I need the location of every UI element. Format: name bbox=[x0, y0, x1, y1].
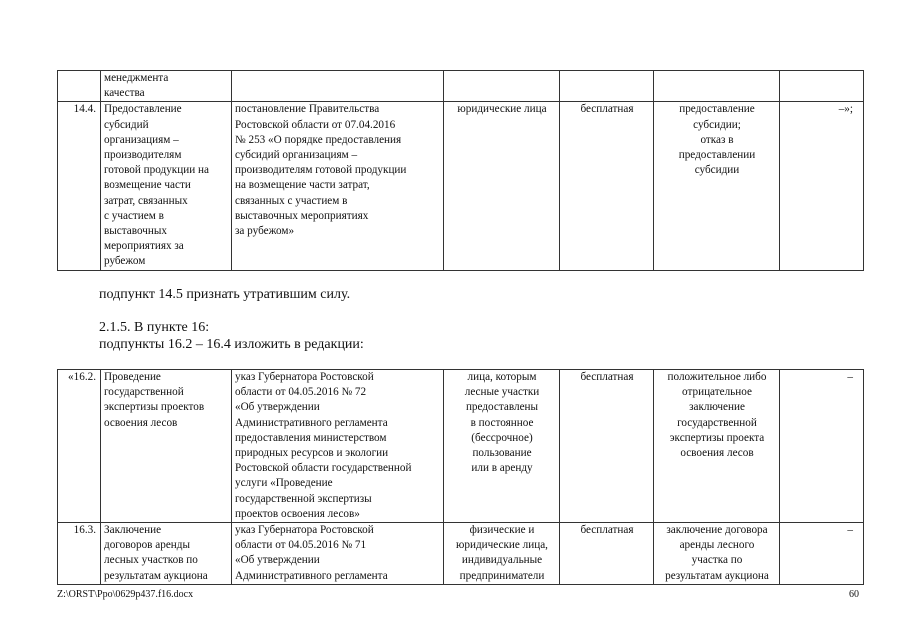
note: – bbox=[780, 523, 864, 585]
recipients: физические и юридические лица, индивидуальные предприниматели bbox=[444, 523, 560, 585]
result: предоставление субсидии; отказ в предоставлении субсидии bbox=[654, 102, 780, 270]
row-number bbox=[58, 71, 101, 102]
row-number: 16.3. bbox=[58, 523, 101, 585]
paragraph-item-heading: 2.1.5. В пункте 16: bbox=[99, 320, 210, 335]
table-row bbox=[58, 102, 864, 270]
fee: бесплатная bbox=[560, 523, 654, 585]
note: – bbox=[780, 370, 864, 523]
legal-act: указ Губернатора Ростовской области от 04.05.2016 № 71 «Об утверждении Административного регламента bbox=[232, 523, 444, 585]
services-table-new-edition bbox=[57, 369, 864, 585]
footer-file-path: Z:\ORST\Ppo\0629p437.f16.docx bbox=[57, 589, 194, 600]
row-number: «16.2. bbox=[58, 370, 101, 523]
result: положительное либо отрицательное заключение государственной экспертизы проекта освоения лесов bbox=[654, 370, 780, 523]
result: заключение договора аренды лесного участка по результатам аукциона bbox=[654, 523, 780, 585]
note bbox=[780, 71, 864, 102]
table-row bbox=[58, 523, 864, 585]
legal-act: указ Губернатора Ростовской области от 04.05.2016 № 72 «Об утверждении Административного регламента предоставления министерством природных ресурсов и экологии Ростовской области государственной услуги «Проведение государственной экспертизы проектов освоения лесов» bbox=[232, 370, 444, 523]
recipients bbox=[444, 71, 560, 102]
fee bbox=[560, 71, 654, 102]
legal-act: постановление Правительства Ростовской области от 07.04.2016 № 253 «О порядке предоставления субсидий организациям – производителям готовой продукции на возмещение части затрат, связанных с участием в выставочных мероприятиях за рубежом» bbox=[232, 102, 444, 270]
service-name: Заключение договоров аренды лесных участков по результатам аукциона bbox=[101, 523, 232, 585]
services-table-continued bbox=[57, 70, 864, 271]
service-name: Проведение государственной экспертизы проектов освоения лесов bbox=[101, 370, 232, 523]
fee: бесплатная bbox=[560, 370, 654, 523]
paragraph-repeal: подпункт 14.5 признать утратившим силу. bbox=[99, 287, 351, 302]
table-row bbox=[58, 71, 864, 102]
table-row bbox=[58, 370, 864, 523]
recipients: лица, которым лесные участки предоставлены в постоянное (бессрочное) пользование или в аренду bbox=[444, 370, 560, 523]
note: –»; bbox=[780, 102, 864, 270]
result bbox=[654, 71, 780, 102]
paragraph-subitems-edit: подпункты 16.2 – 16.4 изложить в редакции: bbox=[99, 337, 364, 352]
page-number: 60 bbox=[849, 589, 859, 600]
legal-act bbox=[232, 71, 444, 102]
service-name: менеджмента качества bbox=[101, 71, 232, 102]
fee: бесплатная bbox=[560, 102, 654, 270]
recipients: юридические лица bbox=[444, 102, 560, 270]
service-name: Предоставление субсидий организациям – производителям готовой продукции на возмещение части затрат, связанных с участием в выставочных мероприятиях за рубежом bbox=[101, 102, 232, 270]
row-number: 14.4. bbox=[58, 102, 101, 270]
